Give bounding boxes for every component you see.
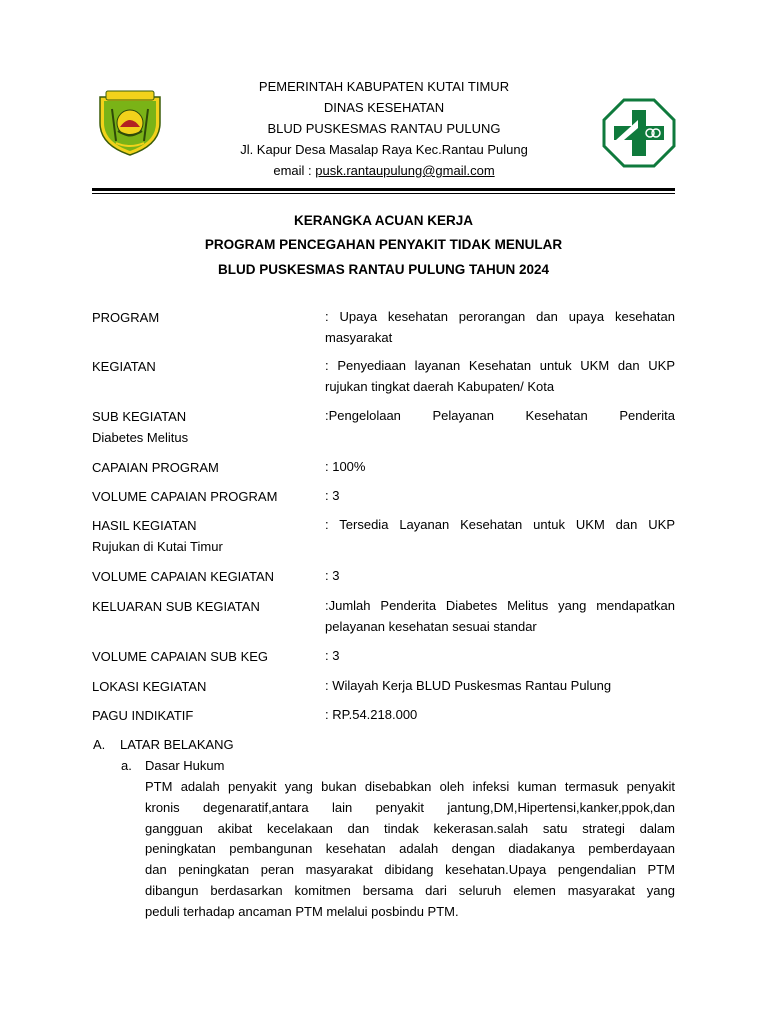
document-title: KERANGKA ACUAN KERJA — [293, 213, 473, 228]
subsection-a-heading: Dasar Hukum — [145, 758, 225, 773]
latar-belakang-paragraph — [145, 777, 675, 923]
keluaran-sub-kegiatan-label: KELUARAN SUB KEGIATAN — [92, 599, 260, 614]
volume-capaian-program-label: VOLUME CAPAIAN PROGRAM — [92, 489, 278, 504]
subsection-a-marker: a. — [121, 758, 132, 773]
kegiatan-label: KEGIATAN — [92, 359, 156, 374]
volume-capaian-program-value: : 3 — [325, 488, 340, 503]
keluaran-sub-kegiatan-value: :Jumlah Penderita Diabetes Melitus yang mendapatkan pelayanan kesehatan sesuai standar — [325, 598, 675, 634]
volume-capaian-kegiatan-label: VOLUME CAPAIAN KEGIATAN — [92, 569, 275, 584]
paragraph-line: peduli terhadap ancaman PTM melalui posbindu PTM. — [145, 903, 459, 919]
lokasi-kegiatan-value: : Wilayah Kerja BLUD Puskesmas Rantau Pulung — [325, 678, 612, 693]
lokasi-kegiatan-label: LOKASI KEGIATAN — [92, 679, 207, 694]
letterhead-institution: BLUD PUSKESMAS RANTAU PULUNG — [267, 121, 501, 136]
paragraph-line: peningkatan pembangunan kesehatan adalah dengan diadakanya pemberdayaan — [145, 841, 675, 857]
letterhead-divider — [92, 188, 675, 191]
section-a-marker: A. — [93, 737, 106, 752]
email-label: email : — [273, 163, 316, 178]
document-subtitle-institution: BLUD PUSKESMAS RANTAU PULUNG TAHUN 2024 — [217, 262, 550, 277]
pagu-indikatif-value: : RP.54.218.000 — [325, 707, 418, 722]
letterhead-address: Jl. Kapur Desa Masalap Raya Kec.Rantau Pulung — [240, 142, 528, 157]
capaian-program-value: : 100% — [325, 459, 366, 474]
program-label: PROGRAM — [92, 310, 160, 325]
sub-kegiatan-label: SUB KEGIATAN — [92, 409, 187, 424]
volume-capaian-sub-keg-label: VOLUME CAPAIAN SUB KEG — [92, 649, 269, 664]
hasil-kegiatan-value: : Tersedia Layanan Kesehatan untuk UKM dan UKP — [325, 517, 675, 532]
puskesmas-cross-logo-icon — [602, 98, 676, 168]
letterhead-divider-thin — [92, 193, 675, 194]
pagu-indikatif-label: PAGU INDIKATIF — [92, 708, 194, 723]
hasil-kegiatan-label: HASIL KEGIATAN — [92, 518, 197, 533]
program-value: : Upaya kesehatan perorangan dan upaya kesehatan masyarakat — [325, 309, 675, 345]
email-link[interactable]: pusk.rantaupulung@gmail.com — [315, 163, 495, 178]
sub-kegiatan-value: :Pengelolaan Pelayanan Kesehatan Penderita — [325, 408, 675, 423]
paragraph-line: PTM adalah penyakit yang bukan disebabkan oleh infeksi kuman termasuk penyakit — [145, 779, 675, 794]
paragraph-line: dan peningkatan peran masyarakat dibidang kesehatan.Upaya pengendalian PTM — [145, 862, 675, 878]
kutai-timur-emblem-icon — [92, 83, 168, 159]
paragraph-line: dibangun berdasarkan komitmen bersama dari seluruh elemen masyarakat yang — [145, 882, 675, 898]
paragraph-line: gangguan akibat kecelakaan dan tindak kekerasan.salah satu strategi dalam — [145, 820, 675, 836]
hasil-kegiatan-value-continued: Rujukan di Kutai Timur — [92, 539, 223, 554]
letterhead — [180, 76, 588, 181]
kegiatan-value: : Penyediaan layanan Kesehatan untuk UKM dan UKP rujukan tingkat daerah Kabupaten/ Kota — [325, 358, 675, 394]
document-subtitle-program: PROGRAM PENCEGAHAN PENYAKIT TIDAK MENULAR — [204, 237, 563, 252]
volume-capaian-sub-keg-value: : 3 — [325, 648, 340, 663]
section-a-heading: LATAR BELAKANG — [120, 737, 234, 752]
sub-kegiatan-value-continued: Diabetes Melitus — [92, 430, 189, 445]
letterhead-department: DINAS KESEHATAN — [323, 100, 445, 115]
capaian-program-label: CAPAIAN PROGRAM — [92, 460, 219, 475]
volume-capaian-kegiatan-value: : 3 — [325, 568, 340, 583]
letterhead-email-line — [180, 160, 588, 181]
letterhead-government: PEMERINTAH KABUPATEN KUTAI TIMUR — [258, 79, 510, 94]
paragraph-line: kronis degenaratif,antara lain penyakit jantung,DM,Hipertensi,kanker,ppok,dan — [145, 799, 675, 815]
